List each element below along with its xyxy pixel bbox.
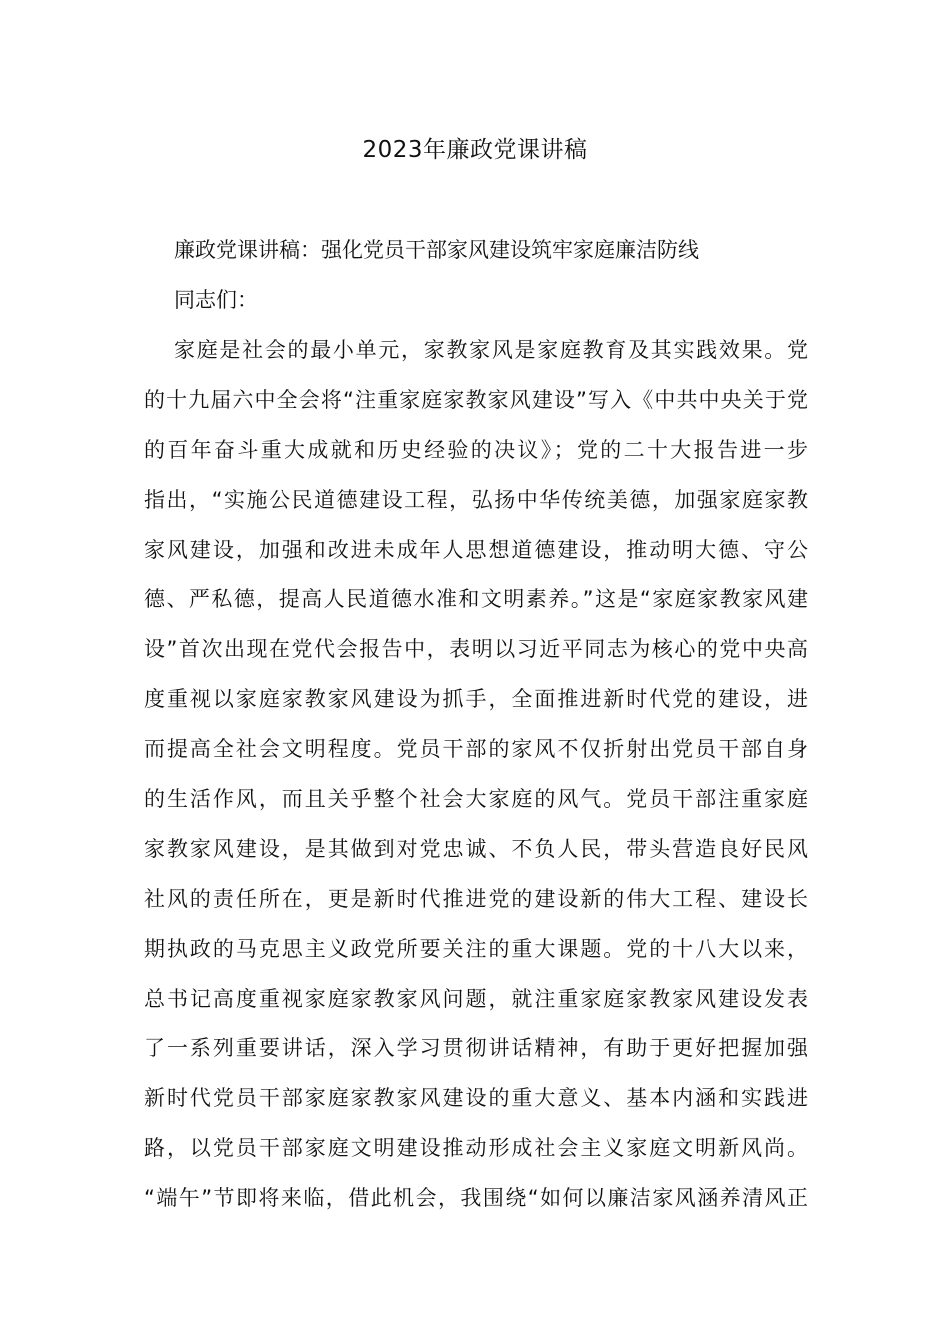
paragraph-line: 的生活作风，而且关乎整个社会大家庭的风气。党员干部注重家庭 — [144, 787, 808, 812]
paragraph-line: 家风建设，加强和改进未成年人思想道德建设，推动明大德、守公 — [144, 537, 808, 562]
paragraph-line: 路，以党员干部家庭文明建设推动形成社会主义家庭文明新风尚。 — [144, 1136, 808, 1161]
paragraph-line: 社风的责任所在，更是新时代推进党的建设新的伟大工程、建设长 — [144, 886, 808, 911]
paragraph-line: 设”首次出现在党代会报告中，表明以习近平同志为核心的党中央高 — [144, 637, 808, 662]
paragraph-line: 指出，“实施公民道德建设工程，弘扬中华传统美德，加强家庭家教 — [144, 487, 808, 512]
paragraph-line: 新时代党员干部家庭家教家风建设的重大意义、基本内涵和实践进 — [144, 1086, 808, 1111]
document-subtitle: 廉政党课讲稿：强化党员干部家风建设筑牢家庭廉洁防线 — [174, 238, 699, 262]
paragraph-line: 家教家风建设，是其做到对党忠诚、不负人民，带头营造良好民风 — [144, 836, 808, 861]
paragraph-line: 度重视以家庭家教家风建设为抓手，全面推进新时代党的建设，进 — [144, 687, 808, 712]
paragraph-line: 而提高全社会文明程度。党员干部的家风不仅折射出党员干部自身 — [144, 737, 808, 762]
paragraph-line: 期执政的马克思主义政党所要关注的重大课题。党的十八大以来， — [144, 936, 808, 961]
greeting-line: 同志们： — [174, 288, 258, 312]
body-paragraph — [144, 328, 808, 1226]
paragraph-line: 了一系列重要讲话，深入学习贯彻讲话精神，有助于更好把握加强 — [144, 1036, 808, 1061]
document-title: 2023年廉政党课讲稿 — [362, 137, 588, 163]
paragraph-line: 总书记高度重视家庭家教家风问题，就注重家庭家教家风建设发表 — [144, 986, 808, 1011]
paragraph-line: 的十九届六中全会将“注重家庭家教家风建设”写入《中共中央关于党 — [144, 387, 808, 412]
paragraph-line: 家庭是社会的最小单元，家教家风是家庭教育及其实践效果。党 — [174, 338, 808, 362]
paragraph-line: 德、严私德，提高人民道德水准和文明素养。”这是“家庭家教家风建 — [144, 587, 808, 612]
paragraph-line: 的百年奋斗重大成就和历史经验的决议》；党的二十大报告进一步 — [144, 437, 808, 462]
paragraph-line: “端午”节即将来临，借此机会，我围绕“如何以廉洁家风涵养清风正 — [144, 1186, 808, 1211]
